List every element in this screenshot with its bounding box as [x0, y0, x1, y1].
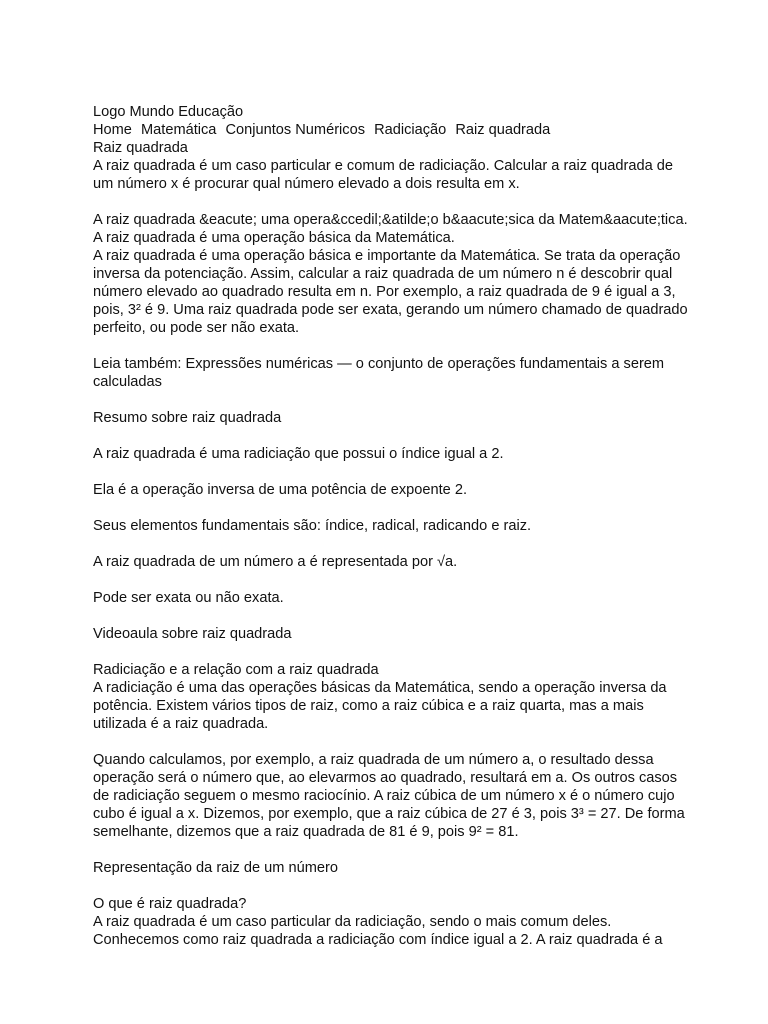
logo-text: Logo Mundo Educação [93, 104, 244, 120]
meta-raw-text: A raiz quadrada &eacute; uma opera&ccedil;&atilde;o b&aacute;sica da Matem&aacute;tica. [93, 212, 688, 228]
breadcrumb-radiciacao-link[interactable]: Radiciação [374, 122, 447, 138]
read-also-link[interactable]: Leia também: Expressões numéricas — o conjunto de operações fundamentais a serem calculadas [93, 356, 665, 390]
summary-item: A raiz quadrada de um número a é representada por √a. [93, 554, 458, 570]
breadcrumb-conjuntos-link[interactable]: Conjuntos Numéricos [225, 122, 366, 138]
breadcrumb-home-link[interactable]: Home [93, 122, 132, 138]
summary-item: Seus elementos fundamentais são: índice, radical, radicando e raiz. [93, 518, 532, 534]
page-title: Raiz quadrada [93, 140, 188, 156]
section-paragraph: Quando calculamos, por exemplo, a raiz quadrada de um número a, o resultado dessa operação será o número que, ao elevarmos ao quadrado, resultará em a. Os outros casos de radiciação seguem o mesmo raciocínio. A raiz cúbica de um número x é o número cujo cubo é igual a x. Dizemos, por exemplo, que a raiz cúbica de 27 é 3, pois 3³ = 27. De forma semelhante, dizemos que a raiz quadrada de 81 é 9, pois 9² = 81. [93, 752, 685, 840]
section-paragraph: A raiz quadrada é um caso particular da radiciação, sendo o mais comum deles. Conhecemos como raiz quadrada a radiciação com índice igual a 2. A raiz quadrada é a [93, 914, 663, 948]
document-page [93, 103, 693, 949]
summary-item: A raiz quadrada é uma radiciação que possui o índice igual a 2. [93, 446, 504, 462]
video-heading: Videoaula sobre raiz quadrada [93, 626, 292, 642]
meta-decoded-text: A raiz quadrada é uma operação básica da Matemática. [93, 230, 455, 246]
summary-item: Pode ser exata ou não exata. [93, 590, 284, 606]
breadcrumb [93, 121, 693, 139]
summary-heading: Resumo sobre raiz quadrada [93, 410, 282, 426]
section-heading: Radiciação e a relação com a raiz quadrada [93, 662, 379, 678]
lead-paragraph: A raiz quadrada é um caso particular e comum de radiciação. Calcular a raiz quadrada de um número x é procurar qual número elevado a dois resulta em x. [93, 158, 674, 192]
breadcrumb-raiz-quadrada-link[interactable]: Raiz quadrada [455, 122, 551, 138]
breadcrumb-matematica-link[interactable]: Matemática [141, 122, 217, 138]
intro-paragraph: A raiz quadrada é uma operação básica e importante da Matemática. Se trata da operação inversa da potenciação. Assim, calcular a raiz quadrada de um número n é descobrir qual número elevado ao quadrado resulta em n. Por exemplo, a raiz quadrada de 9 é igual a 3, pois, 3² é 9. Uma raiz quadrada pode ser exata, gerando um número chamado de quadrado perfeito, ou pode ser não exata. [93, 248, 688, 336]
summary-item: Ela é a operação inversa de uma potência de expoente 2. [93, 482, 468, 498]
section-paragraph: A radiciação é uma das operações básicas da Matemática, sendo a operação inversa da potência. Existem vários tipos de raiz, como a raiz cúbica e a raiz quarta, mas a mais utilizada é a raiz quadrada. [93, 680, 667, 732]
section-heading: O que é raiz quadrada? [93, 896, 247, 912]
section-heading: Representação da raiz de um número [93, 860, 338, 876]
